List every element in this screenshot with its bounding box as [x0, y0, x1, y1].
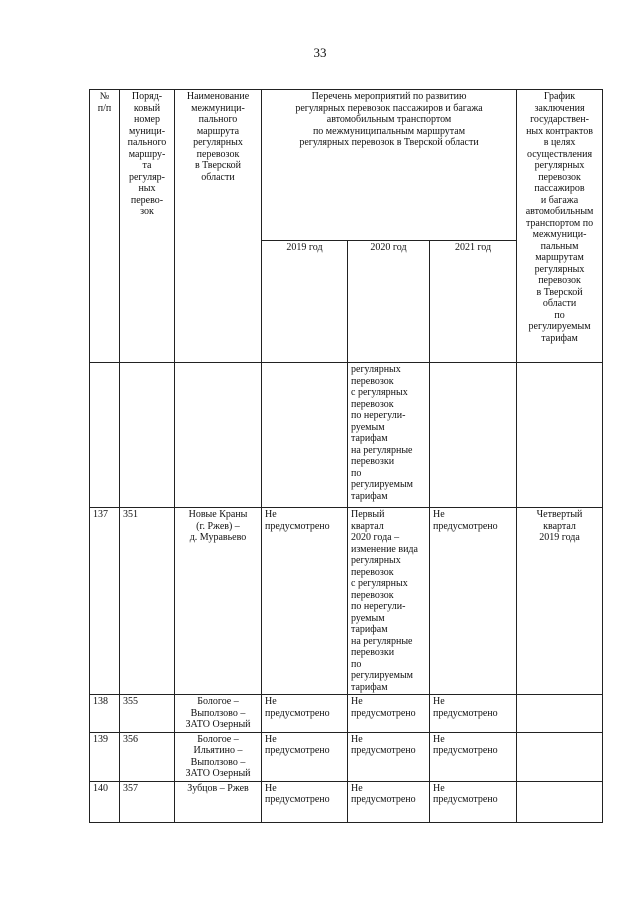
row-2020: Не предусмотрено	[348, 781, 430, 822]
row-route-number: 356	[120, 732, 175, 781]
row-2020: Не предусмотрено	[348, 695, 430, 733]
header-num: № п/п	[90, 90, 120, 363]
row-num: 137	[90, 508, 120, 695]
row-2019: Не предусмотрено	[262, 732, 348, 781]
header-year-2021: 2021 год	[430, 241, 517, 363]
header-schedule: График заключения государствен- ных контрактов в целях осуществления регулярных перевозок пассажиров и багажа автомобильным транспортом по межмуници- пальным маршрутам регулярных перевозок в Тверской области по регулируемым тарифам	[517, 90, 603, 363]
row-route-name: Зубцов – Ржев	[175, 781, 262, 822]
row-2020: Первый квартал 2020 года – изменение вида регулярных перевозок с регулярных перевозок по нерегули- руемым тарифам на регулярные перевозки по регулируемым тарифам	[348, 508, 430, 695]
row-schedule	[517, 732, 603, 781]
row-2020: Не предусмотрено	[348, 732, 430, 781]
row-num: 138	[90, 695, 120, 733]
row-2019: Не предусмотрено	[262, 781, 348, 822]
table-row	[90, 508, 603, 695]
header-year-2020: 2020 год	[348, 241, 430, 363]
table-row	[90, 781, 603, 822]
table-row-continuation	[90, 363, 603, 508]
row-num: 140	[90, 781, 120, 822]
row-route-number: 351	[120, 508, 175, 695]
header-row-top	[90, 90, 603, 241]
row-2021: Не предусмотрено	[430, 732, 517, 781]
row-2021: Не предусмотрено	[430, 508, 517, 695]
row-2019: Не предусмотрено	[262, 508, 348, 695]
header-route-number: Поряд- ковый номер муници- пального маршру- та регуляр- ных перево- зок	[120, 90, 175, 363]
row-schedule: Четвертый квартал 2019 года	[517, 508, 603, 695]
row-route-name: Бологое – Ильятино – Выползово – ЗАТО Озерный	[175, 732, 262, 781]
row-2021: Не предусмотрено	[430, 781, 517, 822]
row-num: 139	[90, 732, 120, 781]
row-route-name: Бологое – Выползово – ЗАТО Озерный	[175, 695, 262, 733]
header-measures: Перечень мероприятий по развитию регулярных перевозок пассажиров и багажа автомобильным транспортом по межмуниципальным маршрутам регулярных перевозок в Тверской области	[262, 90, 517, 241]
row-route-number: 357	[120, 781, 175, 822]
header-route-name: Наименование межмуници- пального маршрута регулярных перевозок в Тверской области	[175, 90, 262, 363]
routes-table	[89, 89, 603, 823]
table-row	[90, 695, 603, 733]
page-number: 33	[313, 45, 327, 60]
row-schedule	[517, 781, 603, 822]
row-2019: Не предусмотрено	[262, 695, 348, 733]
row-route-name: Новые Краны (г. Ржев) – д. Муравьево	[175, 508, 262, 695]
row-schedule	[517, 695, 603, 733]
table-row	[90, 732, 603, 781]
row-route-number: 355	[120, 695, 175, 733]
header-year-2019: 2019 год	[262, 241, 348, 363]
continuation-measure-2020: регулярных перевозок с регулярных перевозок по нерегули- руемым тарифам на регулярные перевозки по регулируемым тарифам	[348, 363, 430, 508]
row-2021: Не предусмотрено	[430, 695, 517, 733]
